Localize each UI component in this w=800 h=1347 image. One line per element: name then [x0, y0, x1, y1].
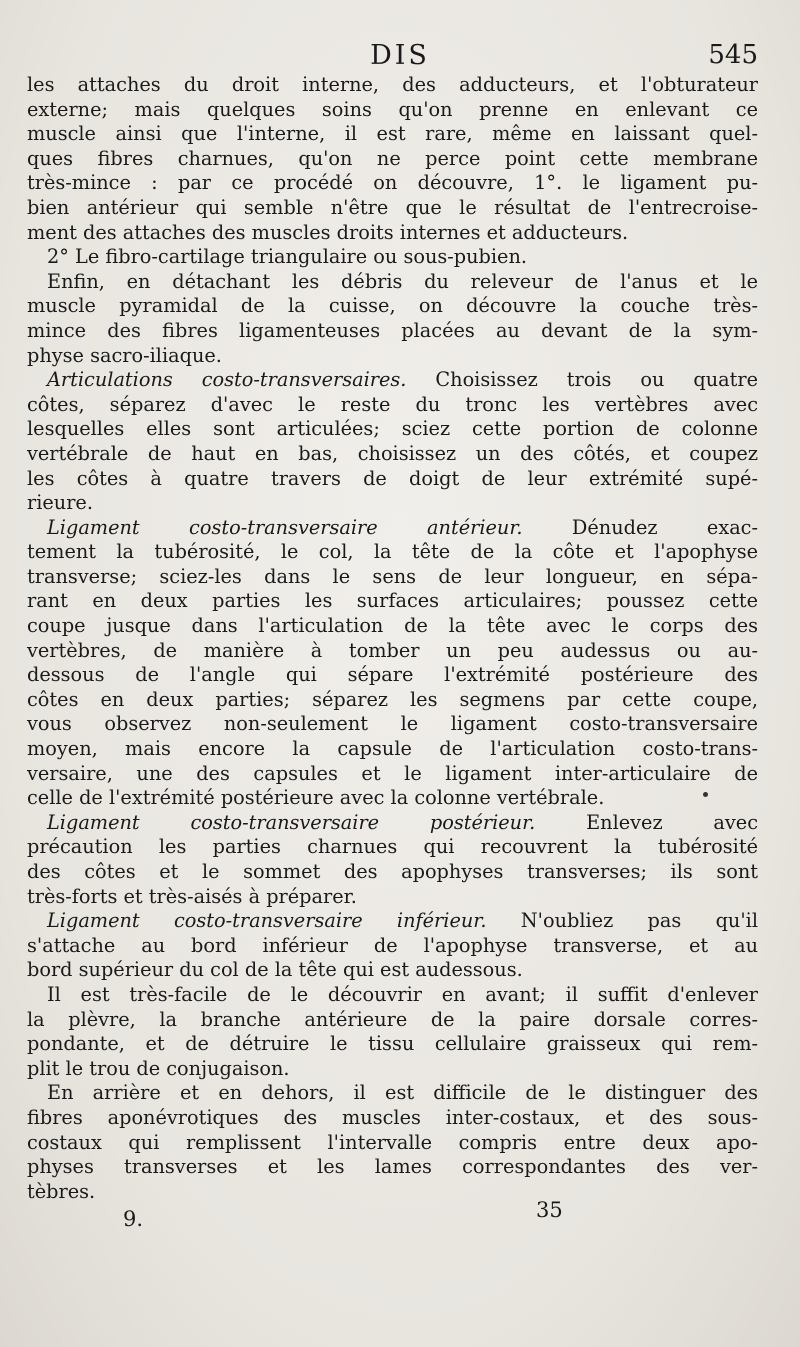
text-line: En arrière et en dehors, il est difficile de le distinguer des: [47, 1081, 758, 1105]
text-line: très-mince : par ce procédé on découvre, 1°. le ligament pu-: [27, 171, 758, 195]
text-line: bien antérieur qui semble n'être que le résultat de l'entrecroise-: [27, 195, 758, 219]
text-line: Ligament costo-transversaire antérieur. Dénudez exac-: [47, 515, 758, 539]
text-line: physe sacro-iliaque.: [27, 343, 222, 367]
paragraph-p5: [27, 516, 758, 811]
text-line: lesquelles elles sont articulées; sciez cette portion de colonne: [27, 417, 758, 441]
text-line: dessous de l'angle qui sépare l'extrémité postérieure des: [27, 663, 758, 687]
text-line: vertébrale de haut en bas, choisissez un des côtés, et coupez: [27, 441, 758, 465]
text-line: mince des fibres ligamenteuses placées au devant de la sym-: [27, 318, 758, 342]
text-line: costaux qui remplissent l'intervalle compris entre deux apo-: [27, 1130, 758, 1154]
signature-mark: 9.: [123, 1207, 144, 1231]
text-line: s'attache au bord inférieur de l'apophyse transverse, et au: [27, 933, 758, 957]
text-line: précaution les parties charnues qui recouvrent la tubérosité: [27, 835, 758, 859]
paragraph-p7: [27, 909, 758, 983]
page-number: 545: [708, 40, 758, 70]
text-line: ques fibres charnues, qu'on ne perce point cette membrane: [27, 146, 758, 170]
text-line: physes transverses et les lames correspondantes des ver-: [27, 1155, 758, 1179]
text-line: côtes en deux parties; séparez les segmens par cette coupe,: [27, 687, 758, 711]
text-line: bord supérieur du col de la tête qui est audessous.: [27, 958, 523, 982]
text-line: vertèbres, de manière à tomber un peu audessus ou au-: [27, 638, 758, 662]
page-body: [27, 73, 758, 1204]
paragraph-p9: [27, 1081, 758, 1204]
text-line: des côtes et le sommet des apophyses transverses; ils sont: [27, 860, 758, 883]
text-line: Articulations costo-transversaires. Choisissez trois ou quatre: [47, 368, 758, 392]
text-line: la plèvre, la branche antérieure de la paire dorsale corres-: [27, 1007, 758, 1031]
text-line: celle de l'extrémité postérieure avec la colonne vertébrale.: [27, 786, 605, 810]
text-line: rieure.: [27, 491, 93, 515]
paragraph-p3: [27, 270, 758, 368]
paragraph-p6: [27, 811, 758, 909]
text-line: versaire, une des capsules et le ligament inter-articulaire de: [27, 761, 758, 785]
text-line: tement la tubérosité, le col, la tête de la côte et l'apophyse: [27, 540, 758, 564]
text-line: externe; mais quelques soins qu'on prenne en enlevant ce: [27, 97, 758, 121]
text-line: 2° Le fibro-cartilage triangulaire ou sous-pubien.: [47, 245, 527, 269]
text-line: Ligament costo-transversaire inférieur. N'oubliez pas qu'il: [47, 909, 758, 933]
text-line: vous observez non-seulement le ligament costo-transversaire: [27, 712, 758, 736]
text-line: fibres aponévrotiques des muscles inter-costaux, et des sous-: [27, 1105, 758, 1129]
text-line: rant en deux parties les surfaces articulaires; poussez cette: [27, 589, 758, 613]
paragraph-p4: [27, 368, 758, 516]
paragraph-p8: [27, 983, 758, 1081]
paragraph-p2: [27, 245, 758, 270]
text-line: coupe jusque dans l'articulation de la tête avec le corps des: [27, 614, 758, 638]
text-line: muscle ainsi que l'interne, il est rare, même en laissant quel-: [27, 122, 758, 146]
text-line: côtes, séparez d'avec le reste du tronc les vertèbres avec: [27, 392, 758, 416]
text-line: tèbres.: [27, 1179, 96, 1203]
running-head: DIS: [370, 40, 430, 71]
text-line: les côtes à quatre travers de doigt de leur extrémité supé-: [27, 466, 758, 490]
text-line: Ligament costo-transversaire postérieur. Enlevez avec: [47, 810, 758, 834]
ink-dot: [703, 792, 708, 797]
text-line: Enfin, en détachant les débris du releveur de l'anus et le: [47, 269, 758, 293]
text-line: plit le trou de conjugaison.: [27, 1056, 290, 1080]
text-line: transverse; sciez-les dans le sens de leur longueur, en sépa-: [27, 564, 758, 588]
text-line: Il est très-facile de le découvrir en avant; il suffit d'enlever: [47, 982, 758, 1006]
footer-number: 35: [536, 1198, 563, 1222]
text-line: moyen, mais encore la capsule de l'articulation costo-trans-: [27, 737, 758, 761]
paragraph-p1: [27, 73, 758, 245]
text-line: très-forts et très-aisés à préparer.: [27, 884, 357, 908]
text-line: les attaches du droit interne, des adducteurs, et l'obturateur: [27, 73, 758, 96]
text-line: muscle pyramidal de la cuisse, on découvre la couche très-: [27, 294, 758, 318]
text-line: pondante, et de détruire le tissu cellulaire graisseux qui rem-: [27, 1032, 758, 1056]
text-line: ment des attaches des muscles droits internes et adducteurs.: [27, 220, 629, 244]
